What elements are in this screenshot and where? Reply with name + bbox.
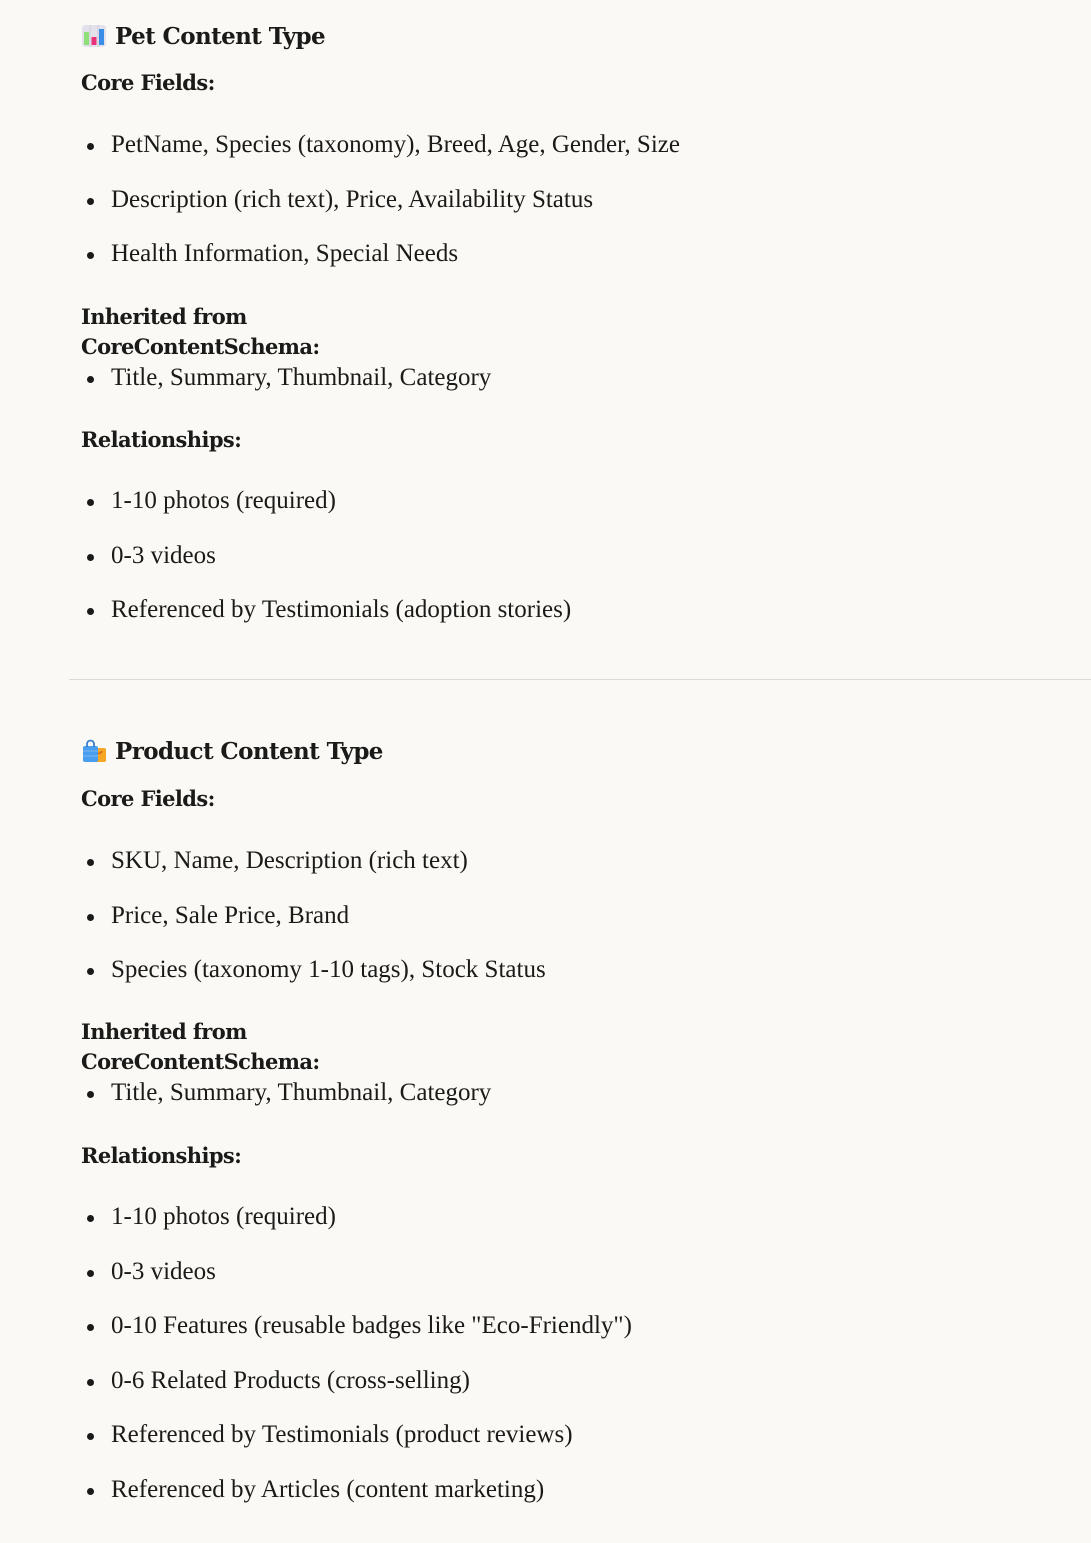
- list-item: 1-10 photos (required): [81, 1202, 632, 1257]
- list-item: 0-10 Features (reusable badges like "Eco-Friendly"): [81, 1311, 632, 1366]
- inherited-label: Inherited from CoreContentSchema:: [81, 304, 320, 359]
- core-fields-label: Core Fields:: [81, 70, 215, 95]
- core-fields-list: [81, 130, 680, 294]
- inherited-label: Inherited from CoreContentSchema:: [81, 1019, 320, 1074]
- section-divider: [69, 679, 1091, 680]
- relationships-list: [81, 1202, 632, 1530]
- list-item: 0-3 videos: [81, 1257, 632, 1312]
- list-item: Species (taxonomy 1-10 tags), Stock Status: [81, 955, 546, 1010]
- shopping-bags-icon: [81, 738, 107, 764]
- list-item: 0-3 videos: [81, 541, 571, 596]
- relationships-label: Relationships:: [81, 1143, 242, 1168]
- list-item: 0-6 Related Products (cross-selling): [81, 1366, 632, 1421]
- list-item: Referenced by Testimonials (product reviews): [81, 1420, 632, 1475]
- section-heading: [81, 735, 383, 767]
- pet-content-type-section: [81, 20, 680, 624]
- list-item: Referenced by Articles (content marketing): [81, 1475, 632, 1530]
- relationships-list: [81, 486, 571, 650]
- list-item: Health Information, Special Needs: [81, 239, 680, 294]
- core-fields-label: Core Fields:: [81, 786, 215, 811]
- product-content-type-section: [81, 735, 632, 1503]
- section-title: Product Content Type: [115, 737, 383, 765]
- inherited-list: [81, 363, 491, 418]
- relationships-label: Relationships:: [81, 427, 242, 452]
- list-item: Title, Summary, Thumbnail, Category: [81, 1078, 491, 1133]
- list-item: 1-10 photos (required): [81, 486, 571, 541]
- section-title: Pet Content Type: [115, 22, 325, 50]
- bar-chart-icon: [81, 23, 107, 49]
- list-item: PetName, Species (taxonomy), Breed, Age, Gender, Size: [81, 130, 680, 185]
- core-fields-list: [81, 846, 546, 1010]
- section-heading: [81, 20, 325, 52]
- inherited-list: [81, 1078, 491, 1133]
- list-item: Description (rich text), Price, Availability Status: [81, 185, 680, 240]
- list-item: Title, Summary, Thumbnail, Category: [81, 363, 491, 418]
- list-item: SKU, Name, Description (rich text): [81, 846, 546, 901]
- list-item: Referenced by Testimonials (adoption stories): [81, 595, 571, 650]
- list-item: Price, Sale Price, Brand: [81, 901, 546, 956]
